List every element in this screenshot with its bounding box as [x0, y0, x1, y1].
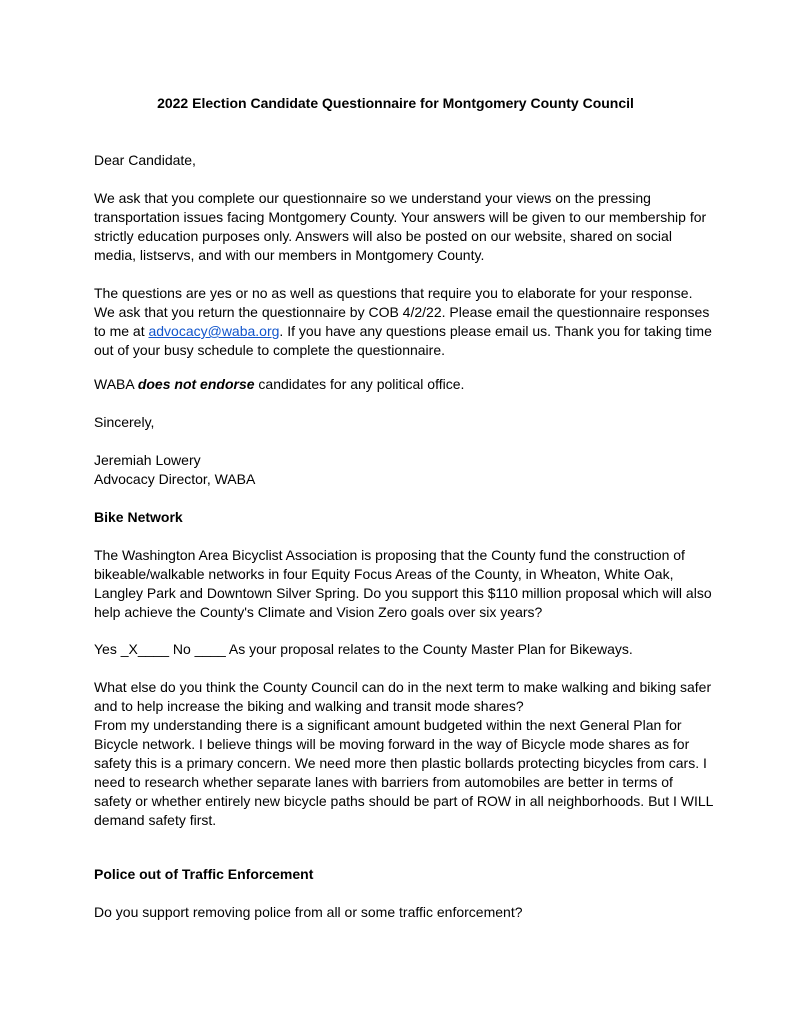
bike-network-answer [94, 640, 714, 659]
bike-network-followup-question: What else do you think the County Council can do in the next term to make walking and biking safer and to help increase the biking and walking and transit mode shares? [94, 679, 712, 714]
police-heading-text: Police out of Traffic Enforcement [94, 866, 314, 882]
intro-text: We ask that you complete our questionnaire so we understand your views on the pressing transportation issues facing Montgomery County. Your answers will be given to our membership for strictly education purposes only. Answers will also be posted on our website, shared on social media, listservs, and with our members in Montgomery County. [94, 190, 707, 263]
closing [94, 413, 714, 432]
bike-network-followup [94, 678, 714, 830]
signature-role: Advocacy Director, WABA [94, 471, 256, 487]
instructions-text [94, 284, 714, 360]
bike-network-followup-answer: From my understanding there is a significant amount budgeted within the next General Plan for Bicycle network. I believe things will be moving forward in the way of Bicycle mode shares as for safety this is a primary concern. We need more then plastic bollards protecting bicycles from cars. I need to research whether separate lanes with barriers from automobiles are better in terms of safety or whether entirely new bicycle paths should be part of ROW in all neighborhoods. But I WILL demand safety first. [94, 717, 713, 828]
endorse-before: WABA [94, 376, 138, 392]
police-heading [94, 865, 714, 884]
signature-name: Jeremiah Lowery [94, 452, 201, 468]
instructions-before-email: The questions are yes or no as well as questions that require you to elaborate for your response. We ask that you return the questionnaire by COB 4/2/22. Please email the questionnaire responses to me at [94, 285, 710, 339]
instructions-paragraph [94, 284, 714, 360]
police-question-text: Do you support removing police from all or some traffic enforcement? [94, 904, 523, 920]
endorse-emphasis: does not endorse [137, 376, 255, 392]
bike-network-question [94, 546, 714, 622]
email-link[interactable]: advocacy@waba.org [148, 323, 280, 339]
document-title: 2022 Election Candidate Questionnaire for Montgomery County Council [157, 95, 634, 111]
police-question [94, 903, 714, 922]
endorse-text [94, 375, 714, 394]
bike-network-heading-text: Bike Network [94, 509, 183, 525]
bike-network-heading [94, 508, 714, 527]
signature-block [94, 451, 714, 489]
instructions-after-email: . If you have any questions please email us. Thank you for taking time out of your busy schedule to complete the questionnaire. [94, 323, 712, 358]
intro-paragraph [94, 189, 714, 265]
greeting-text: Dear Candidate, [94, 152, 196, 168]
bike-network-question-text: The Washington Area Bicyclist Association is proposing that the County fund the construction of bikeable/walkable networks in four Equity Focus Areas of the County, in Wheaton, White Oak, Langley Park and Downtown Silver Spring. Do you support this $110 million proposal which will also help achieve the County's Climate and Vision Zero goals over six years? [94, 547, 712, 620]
endorse-after: candidates for any political office. [254, 376, 465, 392]
closing-text: Sincerely, [94, 414, 155, 430]
bike-network-answer-text: Yes _X____ No ____ As your proposal relates to the County Master Plan for Bikeways. [94, 641, 633, 657]
endorse-paragraph [94, 375, 714, 394]
greeting [94, 151, 714, 170]
